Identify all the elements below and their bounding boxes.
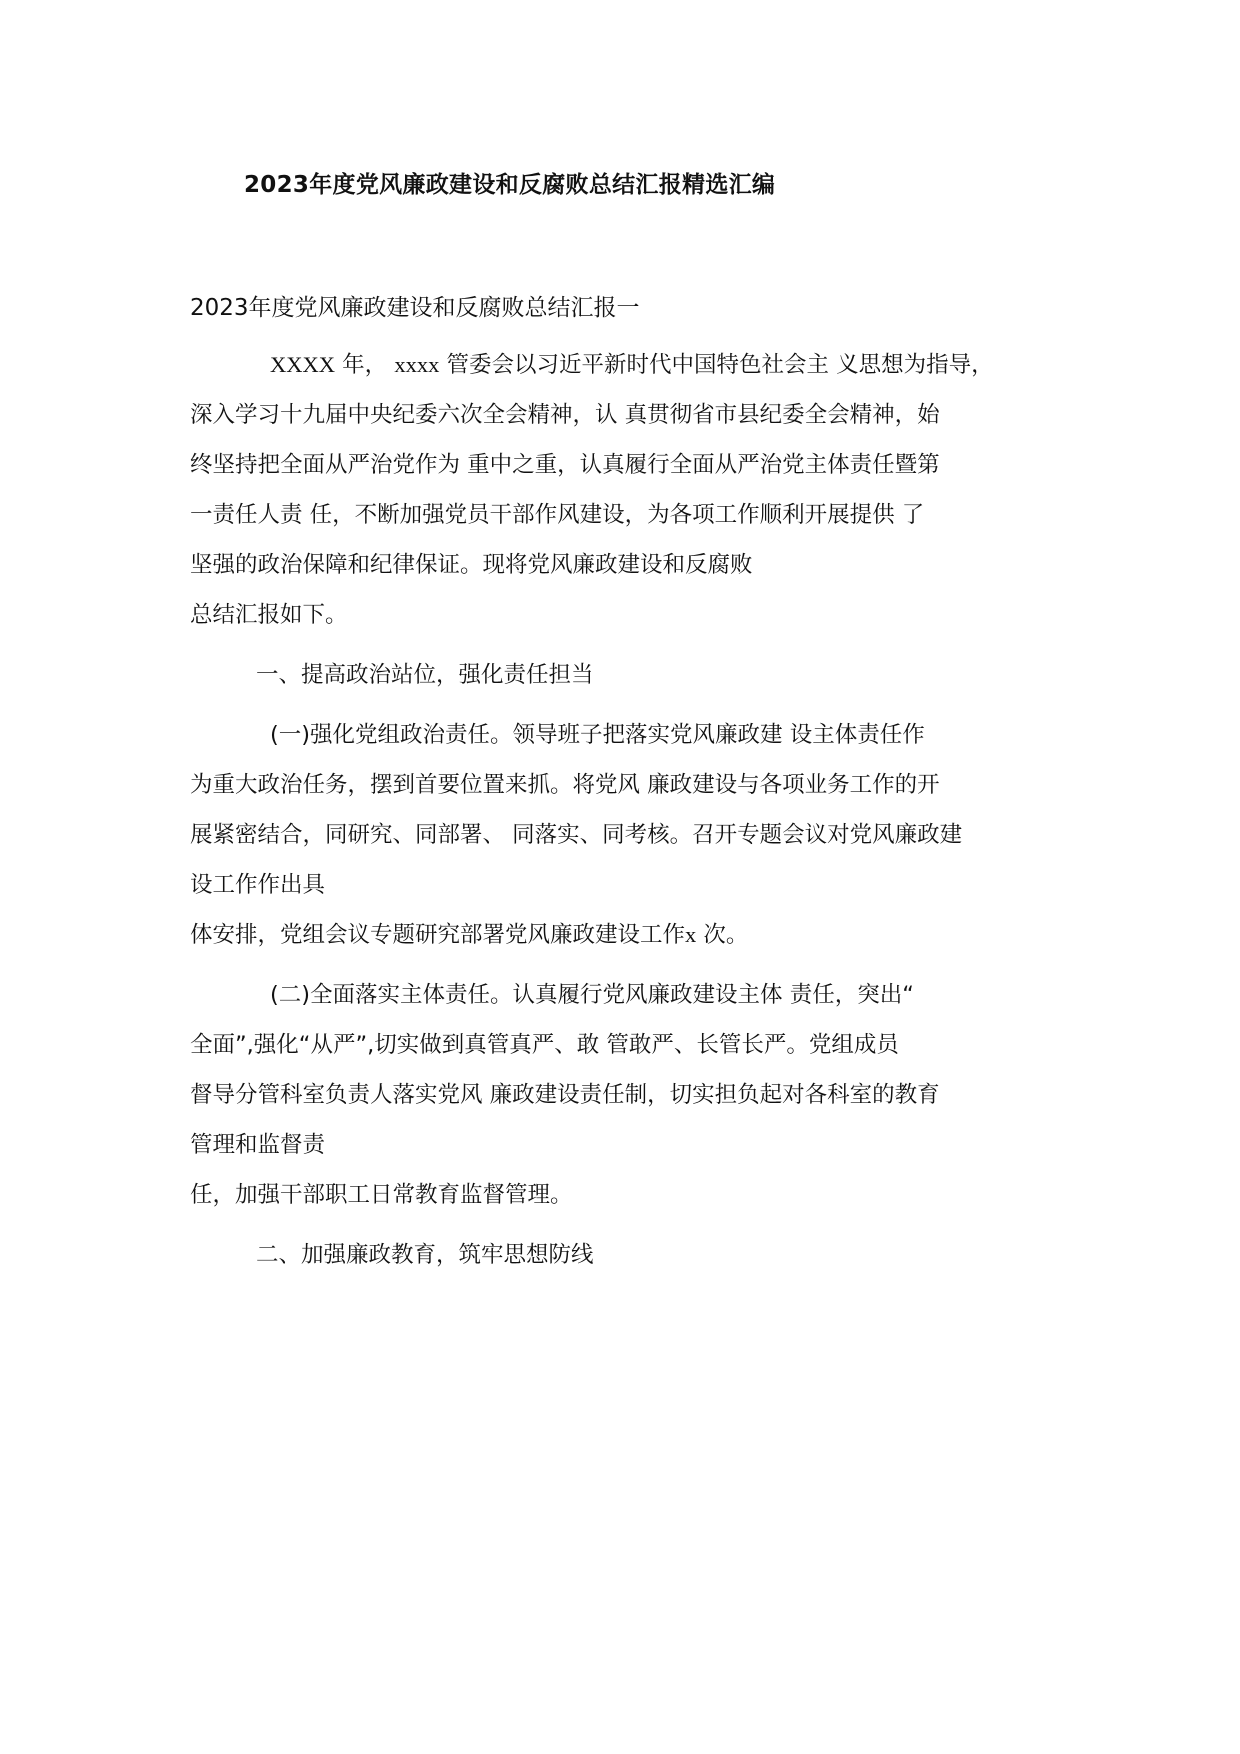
section-heading: 二、加强廉政教育，筑牢思想防线 — [256, 1242, 594, 1268]
paragraph-line: 坚强的政治保障和纪律保证。现将党风廉政建设和反腐败 — [190, 552, 753, 578]
count-placeholder: x — [685, 922, 697, 947]
document-title: 2023年度党风廉政建设和反腐败总结汇报精选汇编 — [244, 172, 776, 198]
document-subtitle: 2023年度党风廉政建设和反腐败总结汇报一 — [190, 295, 640, 321]
paragraph-line: 全面”,强化“从严”,切实做到真管真严、敢 管敢严、长管长严。党组成员 — [190, 1032, 899, 1058]
text-run: 管委会以习近平新时代中国特色社会主 义思想为指导， — [439, 352, 994, 378]
paragraph-line: 督导分管科室负责人落实党风 廉政建设责任制，切实担负起对各科室的教育 — [190, 1082, 940, 1108]
paragraph-line: 展紧密结合，同研究、同部署、 同落实、同考核。召开专题会议对党风廉政建 — [190, 822, 963, 848]
paragraph-line: 一责任人责 任，不断加强党员干部作风建设，为各项工作顺利开展提供 了 — [190, 502, 925, 528]
paragraph-line: 任，加强干部职工日常教育监督管理。 — [190, 1182, 573, 1208]
document-body — [190, 340, 1090, 1280]
text-run: 年， — [335, 352, 395, 378]
paragraph-line: (一)强化党组政治责任。领导班子把落实党风廉政建 设主体责任作 — [270, 722, 925, 748]
org-placeholder: xxxx — [394, 352, 440, 377]
paragraph-line: 管理和监督责 — [190, 1132, 326, 1158]
paragraph-line: 终坚持把全面从严治党作为 重中之重，认真履行全面从严治党主体责任暨第 — [190, 452, 940, 478]
text-run: 体安排，党组会议专题研究部署党风廉政建设工作 — [190, 922, 686, 948]
section-heading: 一、提高政治站位，强化责任担当 — [256, 662, 594, 688]
year-placeholder: XXXX — [270, 352, 335, 377]
paragraph-line — [190, 910, 1090, 960]
paragraph-line: 为重大政治任务，摆到首要位置来抓。将党风 廉政建设与各项业务工作的开 — [190, 772, 940, 798]
paragraph-line: 设工作作出具 — [190, 872, 326, 898]
paragraph-line — [190, 340, 1090, 390]
paragraph-line: (二)全面落实主体责任。认真履行党风廉政建设主体 责任，突出“ — [270, 982, 914, 1008]
paragraph-line: 深入学习十九届中央纪委六次全会精神，认 真贯彻省市县纪委全会精神，始 — [190, 402, 940, 428]
text-run: 次。 — [696, 922, 749, 948]
paragraph-line: 总结汇报如下。 — [190, 602, 348, 628]
